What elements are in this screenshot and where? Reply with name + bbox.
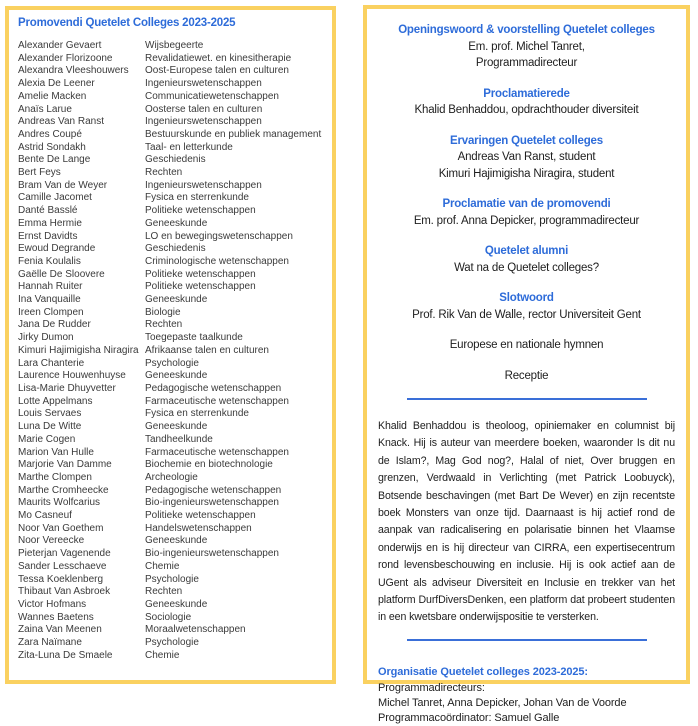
promovendus-field: Criminologische wetenschappen bbox=[145, 255, 289, 267]
organisation-lines bbox=[378, 681, 675, 726]
promovendus-field: Toegepaste taalkunde bbox=[145, 332, 243, 344]
promovendus-field: Rechten bbox=[145, 319, 183, 331]
promovendus-name: Zara Naïmane bbox=[18, 637, 82, 649]
promovendus-name: Andreas Van Ranst bbox=[18, 116, 104, 128]
promovendus-field: Chemie bbox=[145, 560, 180, 572]
program-section bbox=[378, 368, 675, 385]
promovendus-name: Gaëlle De Sloovere bbox=[18, 268, 105, 280]
promovendus-name: Ina Vanquaille bbox=[18, 294, 81, 306]
promovendus-field: Fysica en sterrenkunde bbox=[145, 192, 249, 204]
promovendi-row bbox=[18, 421, 328, 434]
program-section-heading: Openingswoord & voorstelling Quetelet colleges bbox=[398, 24, 655, 36]
program-section bbox=[378, 86, 675, 119]
promovendi-row bbox=[18, 205, 328, 218]
promovendus-field: Politieke wetenschappen bbox=[145, 268, 256, 280]
promovendus-name: Andres Coupé bbox=[18, 128, 82, 140]
promovendi-row bbox=[18, 408, 328, 421]
promovendus-name: Sander Lesschaeve bbox=[18, 560, 107, 572]
promovendus-field: Politieke wetenschappen bbox=[145, 510, 256, 522]
promovendus-name: Amelie Macken bbox=[18, 90, 87, 102]
promovendus-name: Anaïs Larue bbox=[18, 103, 72, 115]
promovendi-list bbox=[18, 40, 328, 662]
promovendus-name: Bente De Lange bbox=[18, 154, 91, 166]
organisation-line: Programmacoördinator: Samuel Galle bbox=[378, 711, 560, 724]
promovendus-field: LO en bewegingswetenschappen bbox=[145, 230, 293, 242]
promovendi-row bbox=[18, 599, 328, 612]
promovendus-field: Bio-ingenieurswetenschappen bbox=[145, 497, 279, 509]
promovendus-field: Sociologie bbox=[145, 611, 192, 623]
promovendus-name: Fenia Koulalis bbox=[18, 255, 81, 267]
promovendi-row bbox=[18, 586, 328, 599]
promovendi-row bbox=[18, 637, 328, 650]
promovendi-row bbox=[18, 40, 328, 53]
promovendus-name: Marion Van Hulle bbox=[18, 446, 94, 458]
promovendi-row bbox=[18, 612, 328, 625]
promovendus-name: Ireen Clompen bbox=[18, 306, 84, 318]
promovendus-name: Emma Hermie bbox=[18, 217, 82, 229]
promovendus-name: Luna De Witte bbox=[18, 421, 82, 433]
promovendus-field: Psychologie bbox=[145, 573, 199, 585]
promovendus-name: Lotte Appelmans bbox=[18, 395, 93, 407]
promovendi-row bbox=[18, 218, 328, 231]
program-section bbox=[378, 133, 675, 183]
promovendus-field: Farmaceutische wetenschappen bbox=[145, 446, 289, 458]
promovendi-row bbox=[18, 358, 328, 371]
divider-line-top bbox=[407, 398, 647, 400]
promovendus-name: Marthe Clompen bbox=[18, 471, 92, 483]
program-section-line: Europese en nationale hymnen bbox=[449, 339, 604, 351]
promovendi-row bbox=[18, 319, 328, 332]
promovendus-field: Geneeskunde bbox=[145, 217, 208, 229]
promovendi-row bbox=[18, 459, 328, 472]
promovendus-name: Hannah Ruiter bbox=[18, 281, 83, 293]
program-section bbox=[378, 337, 675, 354]
promovendus-name: Bert Feys bbox=[18, 167, 61, 179]
promovendi-row bbox=[18, 269, 328, 282]
promovendus-field: Psychologie bbox=[145, 357, 199, 369]
promovendus-name: Alexander Florizoone bbox=[18, 52, 113, 64]
program-section-heading: Ervaringen Quetelet colleges bbox=[450, 134, 603, 147]
promovendus-name: Ewoud Degrande bbox=[18, 243, 96, 255]
promovendus-name: Bram Van de Weyer bbox=[18, 179, 108, 191]
promovendus-field: Wijsbegeerte bbox=[145, 40, 204, 51]
promovendi-row bbox=[18, 574, 328, 587]
promovendi-row bbox=[18, 91, 328, 104]
organisation-block bbox=[378, 665, 675, 726]
promovendi-row bbox=[18, 116, 328, 129]
promovendus-name: Pieterjan Vagenende bbox=[18, 548, 111, 560]
promovendi-row bbox=[18, 548, 328, 561]
promovendus-name: Camille Jacomet bbox=[18, 192, 92, 204]
program-section-heading: Quetelet alumni bbox=[484, 245, 569, 257]
promovendus-field: Ingenieurswetenschappen bbox=[145, 116, 262, 128]
program-section-line: Kimuri Hajimigisha Niragira, student bbox=[438, 167, 615, 180]
organisation-title: Organisatie Quetelet colleges 2023-2025: bbox=[378, 665, 588, 678]
promovendus-name: Danté Basslé bbox=[18, 205, 78, 217]
program-section-line: Wat na de Quetelet colleges? bbox=[454, 261, 599, 274]
promovendus-name: Jirky Dumon bbox=[18, 332, 74, 344]
program-section bbox=[378, 196, 675, 229]
promovendus-field: Politieke wetenschappen bbox=[145, 205, 256, 217]
promovendi-row bbox=[18, 510, 328, 523]
promovendus-field: Archeologie bbox=[145, 471, 198, 483]
promovendi-row bbox=[18, 154, 328, 167]
promovendus-name: Lara Chanterie bbox=[18, 357, 85, 369]
promovendi-row bbox=[18, 523, 328, 536]
promovendus-field: Handelswetenschappen bbox=[145, 522, 252, 534]
promovendus-field: Fysica en sterrenkunde bbox=[145, 408, 249, 420]
promovendi-row bbox=[18, 294, 328, 307]
promovendi-row bbox=[18, 561, 328, 574]
promovendus-field: Taal- en letterkunde bbox=[145, 141, 233, 153]
promovendus-field: Psychologie bbox=[145, 637, 199, 649]
program-section-line: Prof. Rik Van de Walle, rector Universiteit Gent bbox=[412, 308, 641, 321]
promovendus-field: Ingenieurswetenschappen bbox=[145, 78, 262, 90]
promovendi-row bbox=[18, 624, 328, 637]
promovendus-field: Afrikaanse talen en culturen bbox=[145, 344, 269, 356]
promovendus-name: Noor Van Goethem bbox=[18, 522, 104, 534]
promovendi-row bbox=[18, 78, 328, 91]
promovendus-name: Zita-Luna De Smaele bbox=[18, 649, 113, 661]
promovendus-name: Alexandra Vleeshouwers bbox=[18, 65, 129, 77]
promovendi-panel-title: Promovendi Quetelet Colleges 2023-2025 bbox=[18, 17, 236, 29]
promovendus-field: Geneeskunde bbox=[145, 598, 208, 610]
promovendus-field: Bio-ingenieurswetenschappen bbox=[145, 548, 279, 560]
promovendi-row bbox=[18, 192, 328, 205]
promovendi-row bbox=[18, 434, 328, 447]
promovendi-row bbox=[18, 345, 328, 358]
promovendus-name: Maurits Wolfcarius bbox=[18, 497, 101, 509]
promovendi-row bbox=[18, 497, 328, 510]
promovendus-field: Tandheelkunde bbox=[145, 433, 213, 445]
promovendus-name: Marie Cogen bbox=[18, 433, 76, 445]
program-section bbox=[378, 290, 675, 323]
promovendus-name: Alexander Gevaert bbox=[18, 40, 102, 51]
promovendus-field: Communicatiewetenschappen bbox=[145, 90, 279, 102]
program-section-line: Em. prof. Michel Tanret, bbox=[468, 40, 585, 53]
program-section-heading: Proclamatierede bbox=[483, 87, 570, 100]
promovendus-name: Louis Servaes bbox=[18, 408, 82, 420]
promovendus-name: Marthe Cromheecke bbox=[18, 484, 109, 496]
promovendi-row bbox=[18, 53, 328, 66]
promovendus-field: Chemie bbox=[145, 649, 180, 661]
promovendus-name: Ernst Davidts bbox=[18, 230, 78, 242]
promovendus-field: Biochemie en biotechnologie bbox=[145, 459, 273, 471]
speaker-bio-paragraph: Khalid Benhaddou is theoloog, opiniemaker en columnist bij Knack. Hij is auteur van meerdere boeken, waaronder Is dit nu de Islam?, Mag God nog?, Halal of niet, Over bruggen en grenzen, Verdwaald in Verlichting (met Patrick Loobuyck), Botsende beschavingen (met Bart De Wever) en zijn recentste boek Monsters van onze tijd. Daarnaast is hij actief rond de aanpak van radicalisering en polarisatie binnen het Vlaamse onderwijs en is hij directeur van CIRRA, een expertisecentrum rond levensbeschouwing en inclusie. Hij is ook actief aan de UGent als adviseur Diversiteit en Inclusie en trekker van het platform DurfDiversDenken, een platform dat probeert studenten in een kwetsbare onderwijspositie te versterken. bbox=[378, 420, 675, 624]
promovendus-name: Alexia De Leener bbox=[18, 78, 95, 90]
organisation-line: Programmadirecteurs: bbox=[378, 681, 485, 694]
divider-line-bottom bbox=[407, 639, 647, 641]
promovendi-row bbox=[18, 447, 328, 460]
promovendus-field: Oost-Europese talen en culturen bbox=[145, 65, 289, 77]
promovendi-row bbox=[18, 129, 328, 142]
promovendi-row bbox=[18, 65, 328, 78]
promovendus-name: Marjorie Van Damme bbox=[18, 459, 112, 471]
promovendus-name: Tessa Koeklenberg bbox=[18, 573, 104, 585]
promovendus-field: Geneeskunde bbox=[145, 535, 208, 547]
promovendus-field: Ingenieurswetenschappen bbox=[145, 179, 262, 191]
program-section-heading: Proclamatie van de promovendi bbox=[442, 198, 611, 210]
promovendus-field: Geneeskunde bbox=[145, 370, 208, 382]
promovendus-field: Rechten bbox=[145, 167, 183, 179]
promovendi-row bbox=[18, 142, 328, 155]
promovendus-name: Zaina Van Meenen bbox=[18, 624, 102, 636]
promovendus-field: Oosterse talen en culturen bbox=[145, 103, 263, 115]
program-section-line: Khalid Benhaddou, opdrachthouder diversiteit bbox=[414, 104, 639, 116]
promovendi-row bbox=[18, 485, 328, 498]
program-section bbox=[378, 243, 675, 276]
promovendus-name: Mo Casneuf bbox=[18, 510, 72, 522]
promovendi-row bbox=[18, 472, 328, 485]
promovendus-name: Jana De Rudder bbox=[18, 319, 91, 331]
promovendi-row bbox=[18, 243, 328, 256]
program-section-heading: Slotwoord bbox=[499, 292, 554, 304]
organisation-line: Michel Tanret, Anna Depicker, Johan Van de Voorde bbox=[378, 696, 627, 709]
promovendi-row bbox=[18, 231, 328, 244]
promovendus-field: Geschiedenis bbox=[145, 243, 206, 255]
promovendus-field: Geneeskunde bbox=[145, 421, 208, 433]
promovendi-row bbox=[18, 650, 328, 663]
program-section-line: Em. prof. Anna Depicker, programmadirecteur bbox=[413, 214, 640, 227]
promovendi-row bbox=[18, 370, 328, 383]
promovendus-field: Geneeskunde bbox=[145, 294, 208, 306]
promovendus-name: Astrid Sondakh bbox=[18, 141, 86, 153]
promovendus-field: Politieke wetenschappen bbox=[145, 281, 256, 293]
promovendus-field: Rechten bbox=[145, 586, 183, 598]
program-section-line: Andreas Van Ranst, student bbox=[457, 151, 596, 163]
promovendus-field: Moraalwetenschappen bbox=[145, 624, 246, 636]
promovendus-name: Lisa-Marie Dhuyvetter bbox=[18, 382, 116, 394]
promovendus-field: Farmaceutische wetenschappen bbox=[145, 395, 289, 407]
promovendi-row bbox=[18, 167, 328, 180]
promovendus-field: Bestuurskunde en publiek management bbox=[145, 128, 322, 140]
program-section-line: Programmadirecteur bbox=[475, 57, 578, 69]
program-section-line: Receptie bbox=[504, 369, 549, 382]
promovendus-name: Thibaut Van Asbroek bbox=[18, 586, 111, 598]
promovendus-field: Geschiedenis bbox=[145, 154, 206, 166]
program-schedule bbox=[378, 22, 675, 384]
promovendus-field: Pedagogische wetenschappen bbox=[145, 382, 282, 394]
program-panel bbox=[363, 5, 690, 724]
promovendus-name: Noor Vereecke bbox=[18, 535, 85, 547]
promovendi-row bbox=[18, 281, 328, 294]
promovendus-name: Kimuri Hajimigisha Niragira bbox=[18, 344, 139, 356]
promovendus-name: Laurence Houwenhuyse bbox=[18, 370, 126, 382]
promovendi-row bbox=[18, 535, 328, 548]
program-section bbox=[378, 22, 675, 72]
promovendi-row bbox=[18, 383, 328, 396]
promovendus-name: Victor Hofmans bbox=[18, 598, 87, 610]
promovendi-row bbox=[18, 256, 328, 269]
promovendus-field: Revalidatiewet. en kinesitherapie bbox=[145, 52, 292, 64]
promovendi-panel bbox=[5, 6, 336, 684]
promovendus-field: Pedagogische wetenschappen bbox=[145, 484, 282, 496]
promovendi-row bbox=[18, 332, 328, 345]
promovendi-row bbox=[18, 180, 328, 193]
promovendus-name: Wannes Baetens bbox=[18, 611, 94, 623]
promovendi-row bbox=[18, 396, 328, 409]
promovendi-row bbox=[18, 307, 328, 320]
promovendus-field: Biologie bbox=[145, 306, 181, 318]
promovendi-row bbox=[18, 104, 328, 117]
